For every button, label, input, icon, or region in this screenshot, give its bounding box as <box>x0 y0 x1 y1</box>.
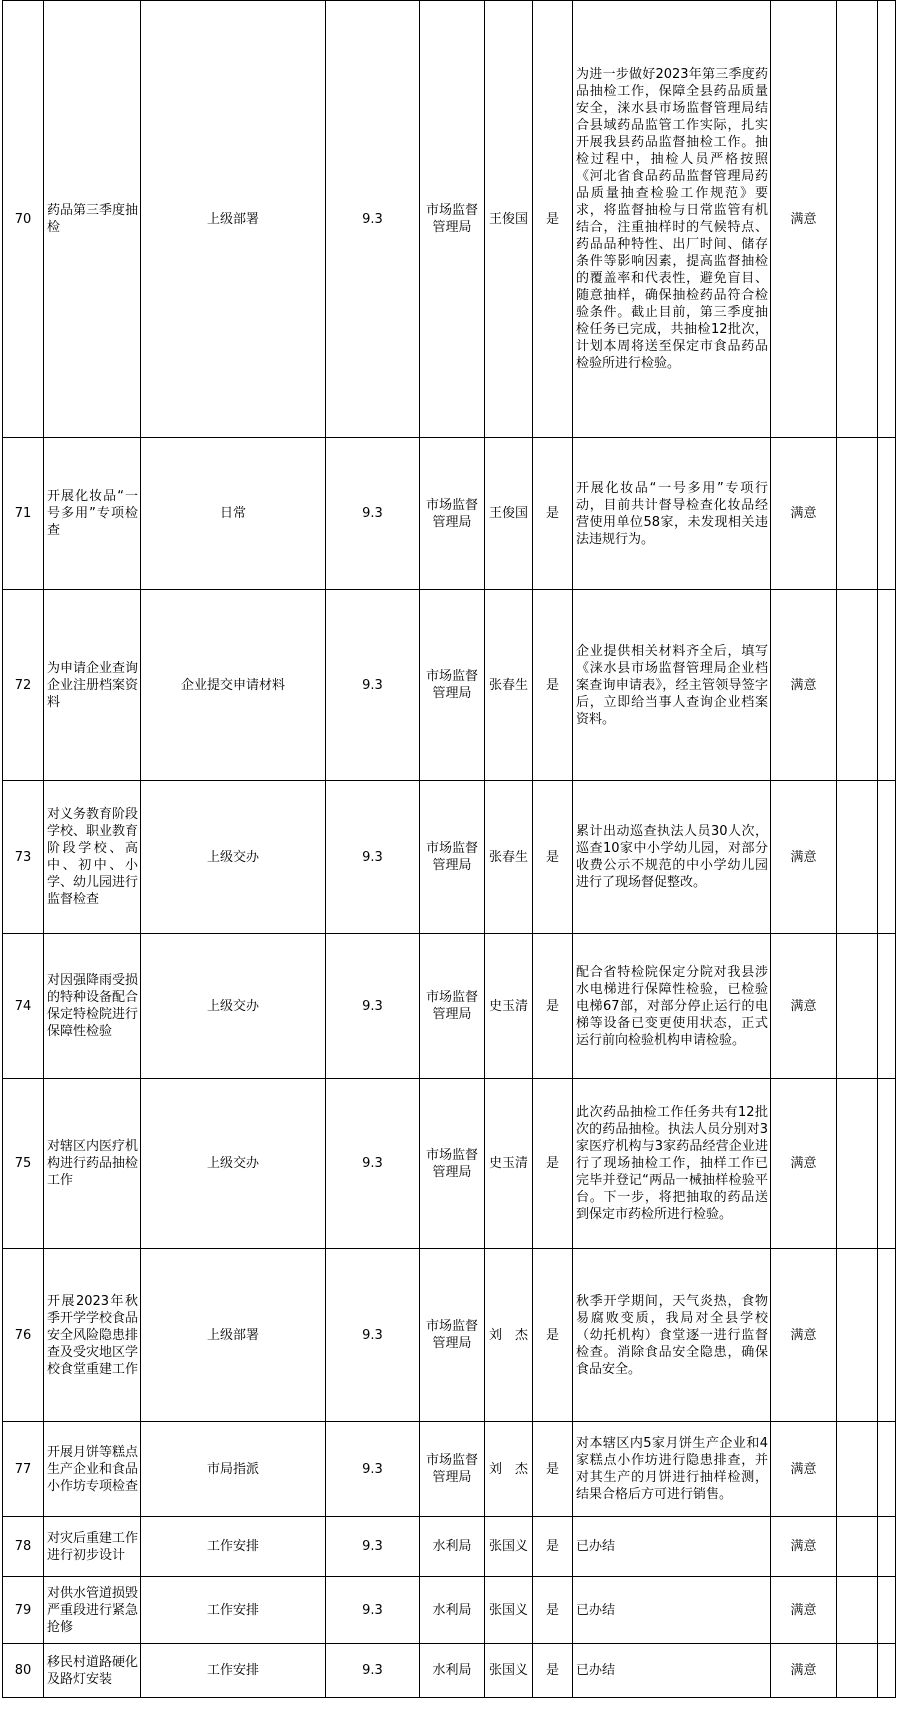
cell-empty <box>878 1 896 438</box>
cell-person: 张国义 <box>485 1517 533 1577</box>
cell-no: 73 <box>3 781 44 934</box>
cell-empty <box>878 590 896 781</box>
cell-no: 77 <box>3 1422 44 1517</box>
cell-result: 秋季开学期间，天气炎热，食物易腐败变质，我局对全县学校（幼托机构）食堂逐一进行监督检查。消除食品安全隐患，确保食品安全。 <box>573 1249 771 1422</box>
cell-done: 是 <box>533 1 573 438</box>
cell-empty <box>837 1422 878 1517</box>
cell-done: 是 <box>533 1249 573 1422</box>
cell-dept: 市场监督管理局 <box>420 1422 485 1517</box>
cell-empty <box>837 590 878 781</box>
cell-result: 此次药品抽检工作任务共有12批次的药品抽检。执法人员分别对3家医疗机构与3家药品经营企业进行了现场抽检工作，抽样工作已完毕并登记“两品一械抽样检验平台。下一步，将把抽取的药品送到保定市药检所进行检验。 <box>573 1079 771 1249</box>
cell-no: 72 <box>3 590 44 781</box>
cell-done: 是 <box>533 934 573 1079</box>
cell-source: 上级交办 <box>141 781 326 934</box>
cell-source: 工作安排 <box>141 1517 326 1577</box>
cell-dept: 水利局 <box>420 1517 485 1577</box>
cell-dept: 水利局 <box>420 1644 485 1698</box>
cell-satisfaction: 满意 <box>771 1079 837 1249</box>
table-row <box>3 1517 896 1577</box>
cell-source: 日常 <box>141 438 326 590</box>
cell-item: 对辖区内医疗机构进行药品抽检工作 <box>44 1079 141 1249</box>
cell-date: 9.3 <box>326 781 420 934</box>
cell-done: 是 <box>533 590 573 781</box>
cell-result: 已办结 <box>573 1517 771 1577</box>
cell-source: 工作安排 <box>141 1644 326 1698</box>
cell-date: 9.3 <box>326 590 420 781</box>
cell-date: 9.3 <box>326 1644 420 1698</box>
cell-empty <box>878 1249 896 1422</box>
cell-result: 开展化妆品“一号多用”专项行动，目前共计督导检查化妆品经营使用单位58家，未发现相关违法违规行为。 <box>573 438 771 590</box>
cell-empty <box>878 934 896 1079</box>
cell-person: 张国义 <box>485 1577 533 1644</box>
cell-result: 企业提供相关材料齐全后，填写《涞水县市场监督管理局企业档案查询申请表》，经主管领导签字后，立即给当事人查询企业档案资料。 <box>573 590 771 781</box>
cell-source: 企业提交申请材料 <box>141 590 326 781</box>
cell-satisfaction: 满意 <box>771 1644 837 1698</box>
cell-item: 对灾后重建工作进行初步设计 <box>44 1517 141 1577</box>
table-row <box>3 1 896 438</box>
cell-satisfaction: 满意 <box>771 934 837 1079</box>
cell-empty <box>878 1644 896 1698</box>
cell-empty <box>878 1079 896 1249</box>
cell-date: 9.3 <box>326 1422 420 1517</box>
table-row <box>3 1079 896 1249</box>
cell-dept: 市场监督管理局 <box>420 1079 485 1249</box>
cell-date: 9.3 <box>326 1079 420 1249</box>
cell-empty <box>837 781 878 934</box>
cell-person: 史玉清 <box>485 934 533 1079</box>
cell-person: 张春生 <box>485 781 533 934</box>
cell-done: 是 <box>533 1517 573 1577</box>
cell-no: 74 <box>3 934 44 1079</box>
cell-empty <box>837 934 878 1079</box>
cell-result: 已办结 <box>573 1577 771 1644</box>
cell-dept: 市场监督管理局 <box>420 1 485 438</box>
cell-satisfaction: 满意 <box>771 1 837 438</box>
cell-empty <box>837 1517 878 1577</box>
cell-person: 刘 杰 <box>485 1249 533 1422</box>
cell-item: 对因强降雨受损的特种设备配合保定特检院进行保障性检验 <box>44 934 141 1079</box>
cell-result: 累计出动巡查执法人员30人次，巡查10家中小学幼儿园，对部分收费公示不规范的中小学幼儿园进行了现场督促整改。 <box>573 781 771 934</box>
cell-item: 对义务教育阶段学校、职业教育阶段学校、高中、初中、小学、幼儿园进行监督检查 <box>44 781 141 934</box>
cell-empty <box>878 781 896 934</box>
cell-date: 9.3 <box>326 1 420 438</box>
cell-source: 上级交办 <box>141 1079 326 1249</box>
cell-no: 71 <box>3 438 44 590</box>
cell-empty <box>878 1422 896 1517</box>
cell-source: 工作安排 <box>141 1577 326 1644</box>
cell-result: 为进一步做好2023年第三季度药品抽检工作，保障全县药品质量安全，涞水县市场监督管理局结合县域药品监管工作实际，扎实开展我县药品监督抽检工作。抽检过程中，抽检人员严格按照《河北省食品药品监督管理局药品质量抽查检验工作规范》要求，将监督抽检与日常监管有机结合，注重抽样时的气候特点、药品品种特性、出厂时间、储存条件等影响因素，提高监督抽检的覆盖率和代表性，避免盲目、随意抽样，确保抽检药品符合检验条件。截止目前，第三季度抽检任务已完成，共抽检12批次，计划本周将送至保定市食品药品检验所进行检验。 <box>573 1 771 438</box>
cell-empty <box>837 1644 878 1698</box>
cell-person: 张春生 <box>485 590 533 781</box>
cell-date: 9.3 <box>326 1577 420 1644</box>
table-body <box>3 1 896 1698</box>
cell-person: 王俊国 <box>485 1 533 438</box>
cell-dept: 市场监督管理局 <box>420 438 485 590</box>
table-row <box>3 590 896 781</box>
cell-satisfaction: 满意 <box>771 1577 837 1644</box>
cell-empty <box>837 438 878 590</box>
cell-no: 70 <box>3 1 44 438</box>
table-row <box>3 438 896 590</box>
cell-done: 是 <box>533 1079 573 1249</box>
cell-source: 上级部署 <box>141 1249 326 1422</box>
cell-result: 对本辖区内5家月饼生产企业和4家糕点小作坊进行隐患排查，并对其生产的月饼进行抽样检测，结果合格后方可进行销售。 <box>573 1422 771 1517</box>
cell-item: 为申请企业查询企业注册档案资料 <box>44 590 141 781</box>
cell-item: 开展2023年秋季开学学校食品安全风险隐患排查及受灾地区学校食堂重建工作 <box>44 1249 141 1422</box>
cell-item: 对供水管道损毁严重段进行紧急抢修 <box>44 1577 141 1644</box>
cell-source: 上级交办 <box>141 934 326 1079</box>
cell-dept: 水利局 <box>420 1577 485 1644</box>
cell-person: 王俊国 <box>485 438 533 590</box>
cell-done: 是 <box>533 438 573 590</box>
cell-date: 9.3 <box>326 438 420 590</box>
cell-person: 史玉清 <box>485 1079 533 1249</box>
cell-satisfaction: 满意 <box>771 1517 837 1577</box>
cell-source: 上级部署 <box>141 1 326 438</box>
cell-person: 张国义 <box>485 1644 533 1698</box>
cell-done: 是 <box>533 781 573 934</box>
cell-dept: 市场监督管理局 <box>420 934 485 1079</box>
cell-dept: 市场监督管理局 <box>420 590 485 781</box>
cell-date: 9.3 <box>326 1249 420 1422</box>
table-row <box>3 1644 896 1698</box>
cell-result: 已办结 <box>573 1644 771 1698</box>
cell-item: 开展化妆品“一号多用”专项检查 <box>44 438 141 590</box>
cell-empty <box>837 1249 878 1422</box>
cell-empty <box>837 1577 878 1644</box>
table-row <box>3 1422 896 1517</box>
cell-result: 配合省特检院保定分院对我县涉水电梯进行保障性检验，已检验电梯67部，对部分停止运行的电梯等设备已变更使用状态，正式运行前向检验机构申请检验。 <box>573 934 771 1079</box>
table-row <box>3 934 896 1079</box>
cell-satisfaction: 满意 <box>771 590 837 781</box>
cell-person: 刘 杰 <box>485 1422 533 1517</box>
cell-no: 79 <box>3 1577 44 1644</box>
task-table <box>2 0 896 1698</box>
table-row <box>3 1249 896 1422</box>
cell-done: 是 <box>533 1577 573 1644</box>
cell-dept: 市场监督管理局 <box>420 1249 485 1422</box>
cell-dept: 市场监督管理局 <box>420 781 485 934</box>
cell-no: 75 <box>3 1079 44 1249</box>
cell-empty <box>878 438 896 590</box>
cell-empty <box>837 1079 878 1249</box>
table-row <box>3 1577 896 1644</box>
cell-no: 80 <box>3 1644 44 1698</box>
cell-source: 市局指派 <box>141 1422 326 1517</box>
cell-done: 是 <box>533 1644 573 1698</box>
cell-date: 9.3 <box>326 934 420 1079</box>
cell-item: 开展月饼等糕点生产企业和食品小作坊专项检查 <box>44 1422 141 1517</box>
table-row <box>3 781 896 934</box>
cell-empty <box>837 1 878 438</box>
cell-item: 移民村道路硬化及路灯安装 <box>44 1644 141 1698</box>
cell-no: 76 <box>3 1249 44 1422</box>
cell-item: 药品第三季度抽检 <box>44 1 141 438</box>
cell-satisfaction: 满意 <box>771 781 837 934</box>
cell-done: 是 <box>533 1422 573 1517</box>
cell-empty <box>878 1577 896 1644</box>
cell-satisfaction: 满意 <box>771 438 837 590</box>
cell-no: 78 <box>3 1517 44 1577</box>
cell-satisfaction: 满意 <box>771 1422 837 1517</box>
cell-date: 9.3 <box>326 1517 420 1577</box>
cell-satisfaction: 满意 <box>771 1249 837 1422</box>
cell-empty <box>878 1517 896 1577</box>
